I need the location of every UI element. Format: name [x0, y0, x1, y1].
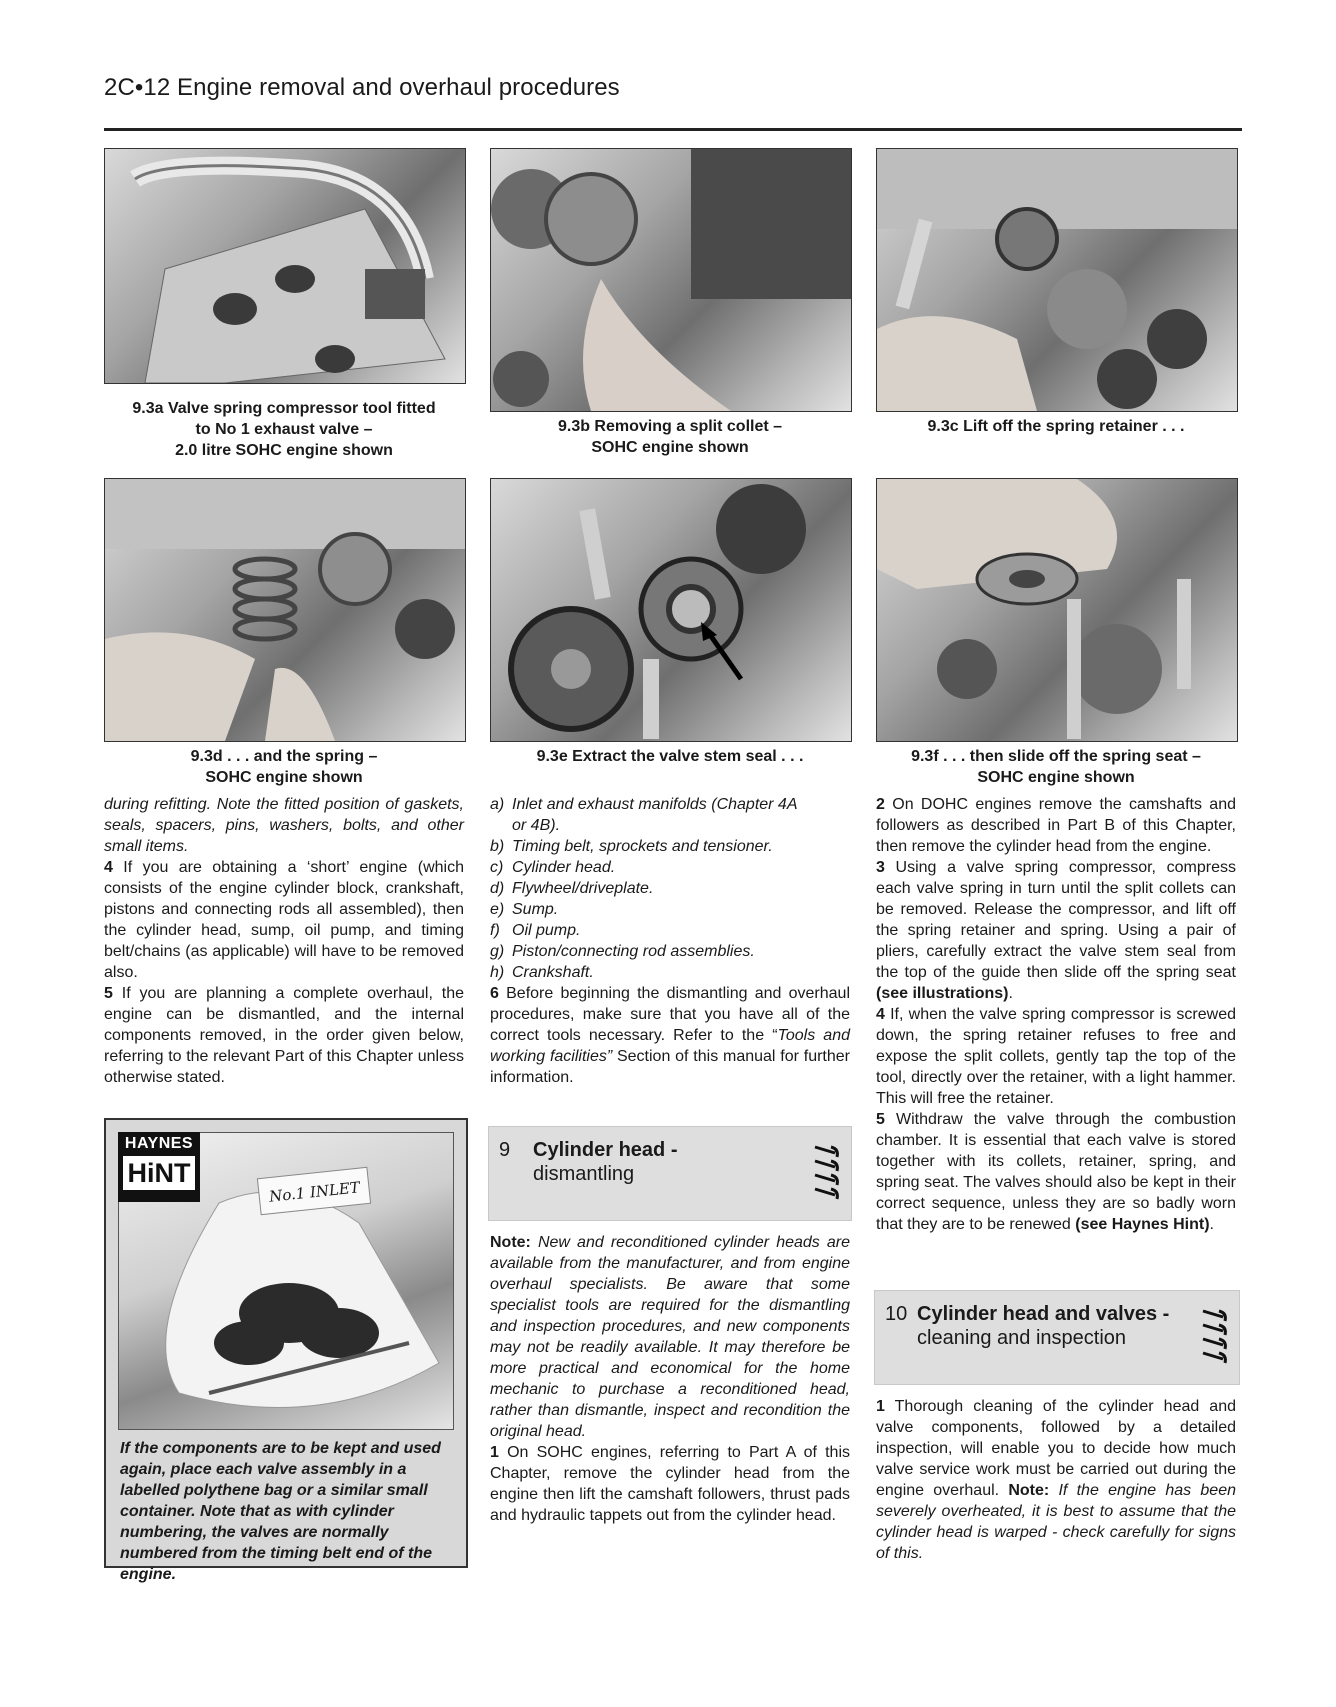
hint-reference: (see Haynes Hint) [1075, 1216, 1210, 1233]
paragraph-1 [876, 1396, 1236, 1564]
caption-line: SOHC engine shown [977, 769, 1135, 786]
section-subtitle: dismantling [533, 1163, 635, 1185]
paragraph-text: If, when the valve spring compressor is screwed down, the spring retainer refuses to free and expose the split collets, gently tap the top of the tool, directly over the retainer, with a light hammer. This will free the retainer. [876, 1006, 1236, 1107]
list-item [490, 857, 850, 878]
list-text: Inlet and exhaust manifolds (Chapter 4A [512, 796, 798, 813]
header-rule [104, 128, 1242, 131]
paragraph-number: 5 [104, 985, 113, 1002]
list-letter: e) [490, 901, 505, 918]
list-item [490, 878, 850, 899]
list-letter: g) [490, 943, 505, 960]
caption-line: 2.0 litre SOHC engine shown [175, 442, 393, 459]
page-title: 2C•12 Engine removal and overhaul procedures [104, 74, 620, 101]
paragraph-4 [876, 1004, 1236, 1109]
paragraph-5 [104, 983, 464, 1088]
hint-text: If the components are to be kept and used again, place each valve assembly in a labelled polythene bag or a similar small container. Note that as with cylinder numbering, the valves are normally numbered from the timing belt end of the engine. [120, 1440, 441, 1583]
caption-line: 9.3e Extract the valve stem seal . . . [536, 748, 804, 765]
column-2-lower-text [490, 1232, 850, 1526]
note-label: Note: [1008, 1482, 1050, 1499]
list-letter: a) [490, 796, 505, 813]
paragraph-text: Withdraw the valve through the combustion chamber. It is essential that each valve is stored together with its collets, retainer, spring, and spring seat. The valves should also be kept in their correct sequence, unless they are so badly worn that they are to be renewed [876, 1111, 1236, 1233]
column-3-text [876, 794, 1236, 1235]
list-text: Crankshaft. [512, 964, 594, 981]
section-number: 9 [499, 1139, 511, 1161]
caption-9-3d [104, 746, 464, 788]
paragraph-text: Before beginning the dismantling and overhaul procedures, make sure that you have all of the correct tools necessary. Refer to the “ [490, 985, 850, 1044]
caption-9-3b [490, 416, 850, 458]
note-label: Note: [490, 1234, 531, 1251]
list-text: Flywheel/driveplate. [512, 880, 654, 897]
section-10-heading [874, 1290, 1240, 1385]
section-9-heading [488, 1126, 852, 1221]
paragraph-number: 2 [876, 796, 885, 813]
paragraph-5 [876, 1109, 1236, 1235]
paragraph-number: 1 [490, 1444, 499, 1461]
list-letter: b) [490, 838, 505, 855]
section-number: 10 [885, 1303, 908, 1325]
photo-9-3f [876, 478, 1238, 742]
paragraph-number: 4 [104, 859, 113, 876]
illustration-reference: (see illustrations) [876, 985, 1009, 1002]
caption-9-3a [104, 398, 464, 461]
caption-9-3e [490, 746, 850, 767]
list-letter: h) [490, 964, 505, 981]
caption-line: 9.3c Lift off the spring retainer . . . [927, 418, 1185, 435]
list-text: Piston/connecting rod assemblies. [512, 943, 755, 960]
note-text: New and reconditioned cylinder heads are available from the manufacturer, and from engine overhaul specialists. Be aware that some specialist tools are required for the dismantling and inspection procedures, and new components may not be readily available. It may therefore be more practical and economical for the home mechanic to purchase a reconditioned head, rather than dismantle, inspect and recondition the original head. [490, 1234, 850, 1440]
photo-9-3d [104, 478, 466, 742]
photo-9-3e [490, 478, 852, 742]
paragraph-text: If you are planning a complete overhaul, the engine can be dismantled, and the internal components removed, in the order given below, referring to the relevant Part of this Chapter unless otherwise stated. [104, 985, 464, 1086]
list-item [490, 836, 850, 857]
page-header [104, 74, 1242, 102]
caption-line: to No 1 exhaust valve – [195, 421, 373, 438]
paragraph-number: 6 [490, 985, 499, 1002]
list-text: Sump. [512, 901, 559, 918]
list-item [490, 899, 850, 920]
note-paragraph [490, 1232, 850, 1442]
caption-9-3c [876, 416, 1236, 437]
paragraph-text: Section of this manual for further information. [490, 1048, 850, 1086]
photo-9-3b [490, 148, 852, 412]
hint-brand: HAYNES [124, 1135, 194, 1152]
paragraph-number: 1 [876, 1398, 885, 1415]
difficulty-spanner-icon [1197, 1301, 1231, 1373]
haynes-hint-badge [118, 1132, 200, 1202]
dismantling-order-list [490, 794, 850, 983]
paragraph-4 [104, 857, 464, 983]
caption-line: 9.3f . . . then slide off the spring seat – [911, 748, 1201, 765]
paragraph-text: Thorough cleaning of the cylinder head and valve components, followed by a detailed inspection, will enable you to decide how much valve service work must be carried out during the engine overhaul. [876, 1398, 1236, 1499]
haynes-hint-box [104, 1118, 468, 1583]
paragraph-text: Using a valve spring compressor, compress each valve spring in turn until the split collets can be removed. Release the compressor, and lift off the spring retainer and spring. Using a pair of pliers, carefully extract the valve stem seal from the top of the guide then slide off the spring seat [876, 859, 1236, 981]
bag-label: No.1 INLET [268, 1178, 361, 1206]
list-item [490, 920, 850, 941]
paragraph-1 [490, 1442, 850, 1526]
paragraph-text: If you are obtaining a ‘short’ engine (which consists of the engine cylinder block, crankshaft, pistons and connecting rods all assembled), then the cylinder head, sump, oil pump, and timing belt/chains (as applicable) will have to be removed also. [104, 859, 464, 981]
photo-9-3c [876, 148, 1238, 412]
section-subtitle: cleaning and inspection [917, 1327, 1127, 1349]
caption-line: SOHC engine shown [205, 769, 363, 786]
paragraph-text: On SOHC engines, referring to Part A of this Chapter, remove the cylinder head from the engine then lift the camshaft followers, thrust pads and hydraulic tappets out from the cylinder head. [490, 1444, 850, 1524]
caption-line: 9.3b Removing a split collet – [557, 418, 783, 435]
paragraph-number: 5 [876, 1111, 885, 1128]
paragraph-6 [490, 983, 850, 1088]
list-text: Timing belt, sprockets and tensioner. [512, 838, 773, 855]
column-3-lower-text [876, 1396, 1236, 1564]
paragraph-italic: Tools and working facilities” [490, 1027, 851, 1065]
photo-9-3a [104, 148, 466, 384]
paragraph-text: . [1209, 1216, 1214, 1233]
list-item [490, 962, 850, 983]
caption-line: SOHC engine shown [591, 439, 749, 456]
paragraph-3 [876, 857, 1236, 1004]
list-letter: d) [490, 880, 505, 897]
caption-line: 9.3d . . . and the spring – [190, 748, 378, 765]
section-title: Cylinder head - [533, 1139, 678, 1161]
list-text: Cylinder head. [512, 859, 616, 876]
section-title: Cylinder head and valves - [917, 1303, 1170, 1325]
list-item-continuation: or 4B). [512, 817, 561, 834]
column-1-text [104, 794, 464, 1088]
caption-9-3f [876, 746, 1236, 788]
column-2-text [490, 794, 850, 1088]
list-text: Oil pump. [512, 922, 581, 939]
paragraph-number: 3 [876, 859, 885, 876]
list-item [490, 794, 850, 815]
paragraph-text: . [1008, 985, 1013, 1002]
paragraph-text: On DOHC engines remove the camshafts and followers as described in Part B of this Chapter, then remove the cylinder head from the engine. [876, 796, 1236, 855]
list-letter: c) [490, 859, 504, 876]
caption-line: 9.3a Valve spring compressor tool fitted [132, 400, 436, 417]
hint-word: HiNT [123, 1156, 195, 1190]
paragraph-intro: during refitting. Note the fitted position of gaskets, seals, spacers, pins, washers, bolts, and other small items. [104, 796, 464, 855]
note-text: If the engine has been severely overheated, it is best to assume that the cylinder head is warped - check carefully for signs of this. [876, 1482, 1236, 1562]
paragraph-2 [876, 794, 1236, 857]
list-item [490, 941, 850, 962]
list-letter: f) [490, 922, 500, 939]
difficulty-spanner-icon [809, 1137, 843, 1209]
paragraph-number: 4 [876, 1006, 885, 1023]
